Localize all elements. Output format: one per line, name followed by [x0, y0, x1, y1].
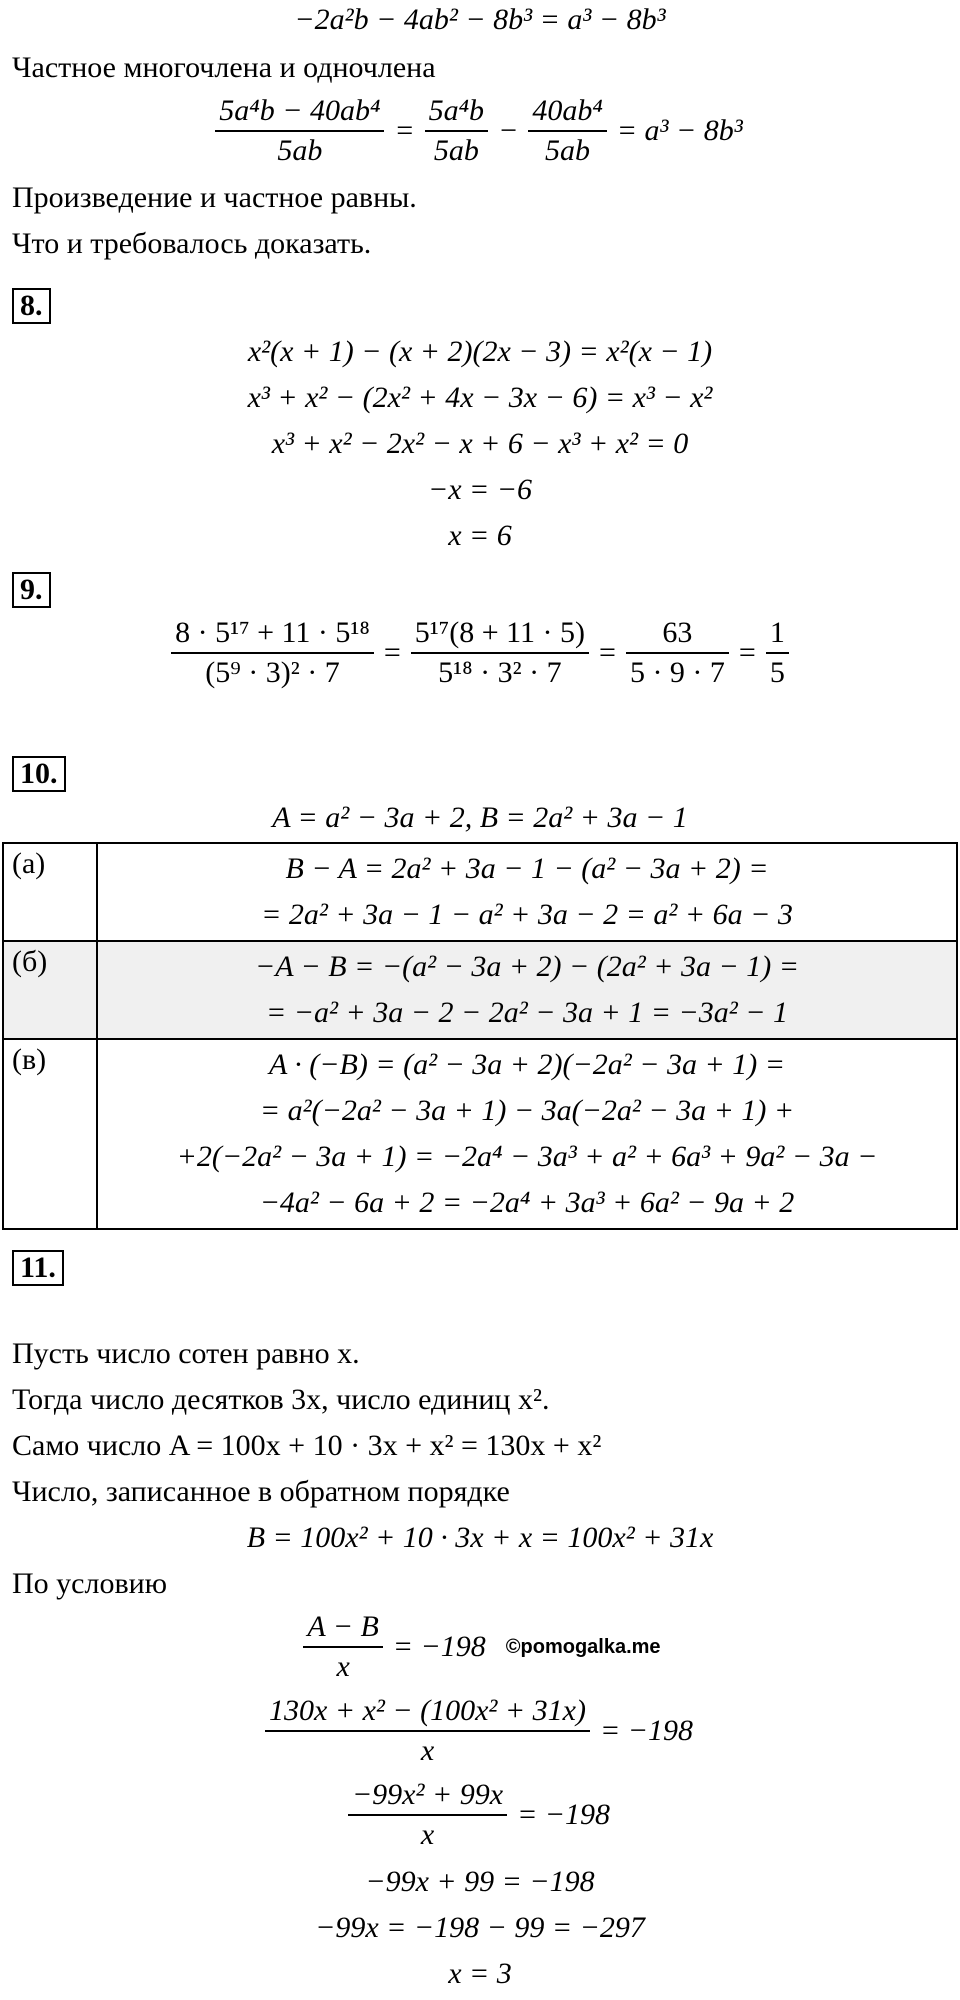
fraction — [411, 614, 589, 692]
problem-number-9: 9. — [12, 572, 51, 608]
equation-line: x³ + x² − (2x² + 4x − 3x − 6) = x³ − x² — [247, 381, 713, 414]
equation-line: −4a² − 6a + 2 = −2a⁴ + 3a³ + 6a² − 9a + 2 — [259, 1186, 795, 1219]
fraction — [348, 1776, 507, 1854]
numerator: 63 — [662, 616, 693, 649]
equation-line: x²(x + 1) − (x + 2)(2x − 3) = x²(x − 1) — [247, 335, 713, 368]
text-line: Пусть число сотен равно x. — [12, 1337, 360, 1370]
case-label: (в) — [3, 1039, 97, 1229]
equals-sign: = — [394, 114, 415, 147]
fraction — [303, 1608, 382, 1686]
fraction — [171, 614, 374, 692]
denominator: x — [420, 1734, 435, 1767]
problem-number-8: 8. — [12, 288, 51, 324]
denominator: x — [336, 1650, 350, 1683]
text-line: Число, записанное в обратном порядке — [12, 1475, 510, 1508]
rhs: = −198 — [517, 1798, 611, 1831]
problem-number-11: 11. — [12, 1250, 64, 1286]
case-body — [97, 843, 957, 941]
equation-line: x³ + x² − 2x² − x + 6 − x³ + x² = 0 — [271, 427, 689, 460]
table-row — [3, 1039, 957, 1229]
table-row — [3, 941, 957, 1039]
case-body — [97, 941, 957, 1039]
equation-line: −99x = −198 − 99 = −297 — [315, 1911, 645, 1944]
equals-sign: = — [383, 636, 401, 669]
case-body — [97, 1039, 957, 1229]
text-line: По условию — [12, 1567, 168, 1600]
watermark: ©pomogalka.me — [505, 1635, 661, 1658]
case-label: (а) — [3, 843, 97, 941]
text-line: Тогда число десятков 3x, число единиц x². — [12, 1383, 550, 1416]
fraction-equation — [0, 1608, 960, 1686]
denominator: 5 — [769, 656, 785, 689]
text-line: Частное многочлена и одночлена — [12, 51, 436, 84]
denominator: 5 · 9 · 7 — [629, 656, 725, 689]
result: = a³ − 8b³ — [616, 114, 743, 147]
denominator: 5ab — [277, 134, 323, 167]
numerator: 5a⁴b — [428, 94, 485, 127]
equation-line: −A − B = −(a² − 3a + 2) − (2a² + 3a − 1) = — [255, 950, 799, 983]
equation-line: B = 100x² + 10 · 3x + x = 100x² + 31x — [246, 1521, 714, 1554]
equation-line: −2a²b − 4ab² − 8b³ = a³ − 8b³ — [294, 3, 666, 36]
equals-sign: = — [738, 636, 756, 669]
equation-line: +2(−2a² − 3a + 1) = −2a⁴ − 3a³ + a² + 6a³ + 9a² − 3a − — [176, 1140, 878, 1173]
fraction — [626, 614, 729, 692]
equation-line: x = 3 — [448, 1957, 512, 1990]
minus-sign: − — [498, 114, 519, 147]
text-line: Что и требовалось доказать. — [12, 227, 372, 260]
table-row — [3, 843, 957, 941]
rhs: = −198 — [392, 1630, 486, 1663]
fraction-equation — [0, 1692, 960, 1770]
denominator: 5ab — [545, 134, 591, 167]
fraction-chain — [0, 614, 960, 692]
numerator: 5a⁴b − 40ab⁴ — [219, 94, 381, 127]
fraction — [425, 92, 488, 170]
fraction — [528, 92, 606, 170]
quotient-equation — [0, 92, 960, 170]
rhs: = −198 — [599, 1714, 693, 1747]
definitions-line: A = a² − 3a + 2, B = 2a² + 3a − 1 — [272, 801, 688, 834]
fraction — [265, 1692, 590, 1770]
cases-table — [2, 842, 958, 1230]
numerator: 130x + x² − (100x² + 31x) — [269, 1694, 586, 1727]
numerator: A − B — [307, 1610, 379, 1643]
numerator: 8 · 5¹⁷ + 11 · 5¹⁸ — [175, 616, 370, 649]
equation-line: B − A = 2a² + 3a − 1 − (a² − 3a + 2) = — [285, 852, 769, 885]
case-label: (б) — [3, 941, 97, 1039]
numerator: 5¹⁷(8 + 11 · 5) — [414, 616, 586, 649]
equation-line: x = 6 — [448, 519, 512, 552]
equation-line: = −a² + 3a − 2 − 2a² − 3a + 1 = −3a² − 1 — [266, 996, 788, 1029]
equation-line: A · (−B) = (a² − 3a + 2)(−2a² − 3a + 1) = — [269, 1048, 785, 1081]
numerator: 1 — [769, 616, 785, 649]
equation-line: = 2a² + 3a − 1 − a² + 3a − 2 = a² + 6a − 3 — [261, 898, 793, 931]
text-line: Произведение и частное равны. — [12, 181, 417, 214]
text-line: Само число A = 100x + 10 · 3x + x² = 130x + x² — [12, 1429, 602, 1462]
denominator: 5¹⁸ · 3² · 7 — [438, 656, 562, 689]
denominator: x — [420, 1818, 435, 1851]
equation-line: −x = −6 — [427, 473, 533, 506]
fraction — [215, 92, 384, 170]
denominator: 5ab — [433, 134, 479, 167]
equals-sign: = — [599, 636, 616, 669]
denominator: (5⁹ · 3)² · 7 — [205, 656, 340, 689]
problem-number-10: 10. — [12, 756, 66, 792]
numerator: 40ab⁴ — [532, 94, 603, 127]
fraction-equation — [0, 1776, 960, 1854]
fraction — [766, 614, 789, 692]
numerator: −99x² + 99x — [351, 1778, 504, 1811]
equation-line: −99x + 99 = −198 — [365, 1865, 595, 1898]
equation-line: = a²(−2a² − 3a + 1) − 3a(−2a² − 3a + 1) + — [259, 1094, 795, 1127]
